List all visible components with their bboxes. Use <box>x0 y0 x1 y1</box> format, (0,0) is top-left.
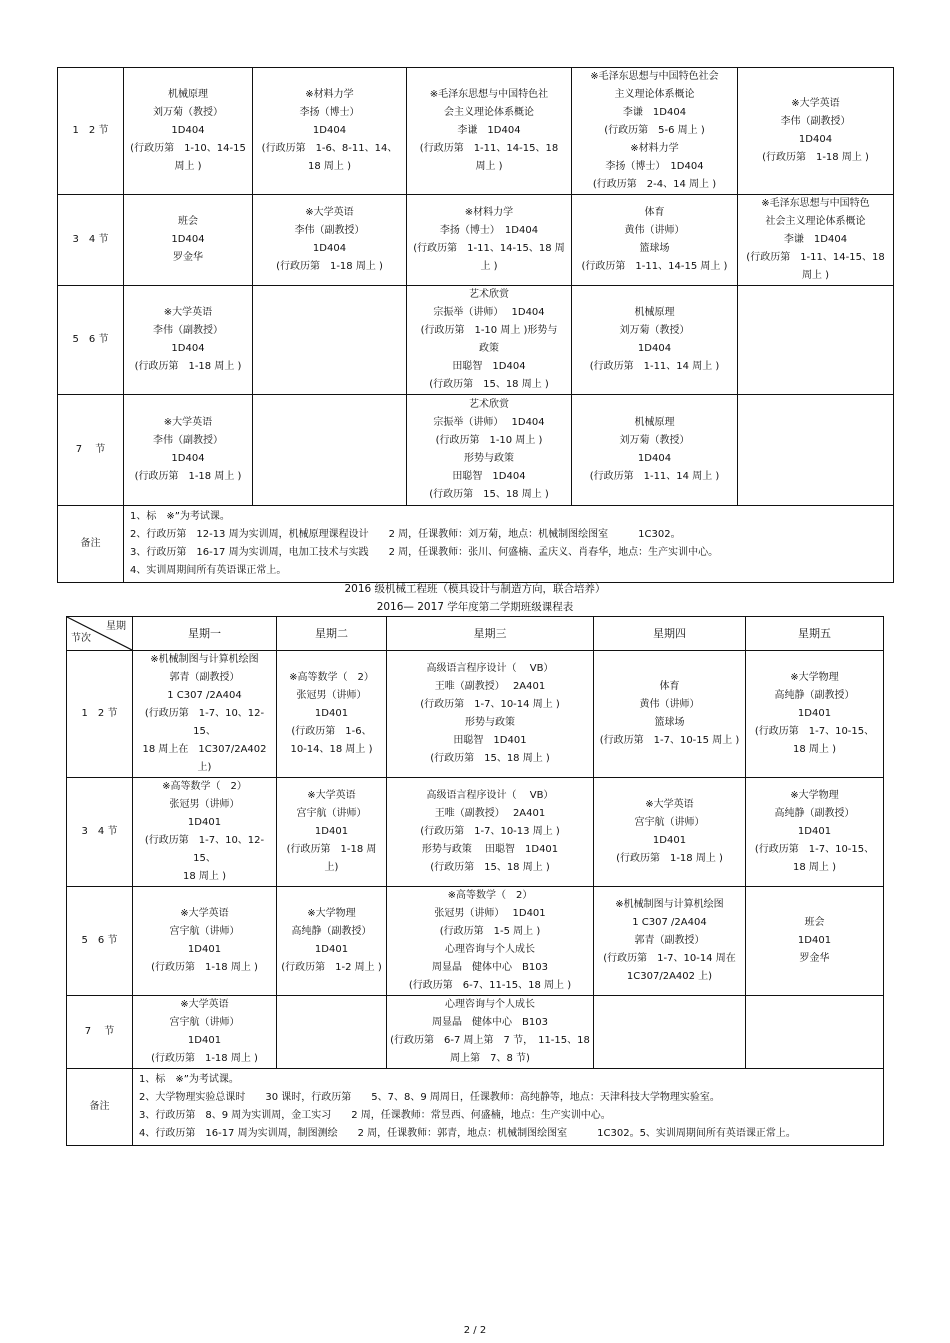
course-line: 1D404 <box>171 125 205 136</box>
course-line: (行政历第 1-18 周上 ) <box>151 962 258 973</box>
course-cell <box>133 778 277 887</box>
course-line: ※大学英语 <box>307 790 356 801</box>
course-line: ※大学英语 <box>645 799 694 810</box>
course-line: 田聪智 1D401 <box>453 735 527 746</box>
notes-row <box>58 506 894 583</box>
empty-cell <box>253 395 407 506</box>
course-line: (行政历第 6-7 周上第 7 节， 11-15、18 <box>390 1035 590 1046</box>
note-line: 1、标 ※”为考试课。 <box>130 511 230 522</box>
course-line: (行政历第 1-10 周上 )形势与 <box>420 325 558 336</box>
course-line: 1D401 <box>797 708 832 719</box>
course-cell <box>738 68 894 195</box>
course-cell <box>407 395 572 506</box>
course-cell <box>407 286 572 395</box>
course-line: (行政历第 1-18 周上 ) <box>762 152 869 163</box>
empty-cell <box>746 996 884 1069</box>
course-line: 刘万菊（教授） <box>619 435 690 446</box>
notes-label: 备注 <box>67 1069 133 1146</box>
day-header-fri: 星期五 <box>746 617 884 651</box>
course-line: 高纯静（副教授） <box>774 690 855 701</box>
course-line: 罗金华 <box>173 252 203 263</box>
notes-content <box>133 1069 884 1146</box>
course-cell <box>277 651 387 778</box>
course-cell <box>738 195 894 286</box>
course-line: 1C307/2A402 上) <box>626 971 713 982</box>
course-line: 1D404 <box>171 234 205 245</box>
course-cell <box>124 286 253 395</box>
course-line: 1D401 <box>314 708 349 719</box>
course-cell <box>387 996 594 1069</box>
course-cell <box>407 68 572 195</box>
period-label: 1 2 节 <box>67 651 133 778</box>
course-cell <box>387 887 594 996</box>
course-line: 形势与政策 <box>464 453 514 464</box>
course-line: ※大学英语 <box>180 999 229 1010</box>
course-line: 李伟（副教授） <box>294 225 365 236</box>
course-line: (行政历第 1-7、10-15、 <box>754 726 875 737</box>
period-label: 7 节 <box>58 395 124 506</box>
course-line: 心理咨询与个人成长 <box>445 999 535 1010</box>
course-line: 周上第 7、8 节) <box>450 1053 530 1064</box>
note-line: 3、行政历第 8、9 周为实训周，金工实习 2 周，任课教师：常昱西、何盛楠，地点：生产实训中心。 <box>139 1110 611 1121</box>
course-line: 黄伟（讲师） <box>624 225 685 236</box>
course-line: 高级语言程序设计（ VB） <box>426 663 554 674</box>
course-line: 1D401 <box>797 826 832 837</box>
course-line: (行政历第 1-11、14-15 周上 ) <box>581 261 728 272</box>
course-line: 罗金华 <box>799 953 830 964</box>
course-line: 社会主义理论体系概论 <box>765 216 866 227</box>
schedule-row <box>67 778 884 887</box>
period-label: 7 节 <box>67 996 133 1069</box>
course-line: ※材料力学 <box>630 143 679 154</box>
course-line: 郭青（副教授） <box>169 672 240 683</box>
course-line: 宗振举（讲师） 1D404 <box>433 417 545 428</box>
course-line: ※大学英语 <box>791 98 840 109</box>
course-line: 形势与政策 田聪智 1D401 <box>421 844 559 855</box>
course-line: 1D404 <box>798 134 833 145</box>
course-line: 高纯静（副教授） <box>774 808 855 819</box>
course-cell <box>746 651 884 778</box>
course-cell <box>387 778 594 887</box>
course-line: 1D401 <box>797 935 832 946</box>
course-line: (行政历第 1-7、10-13 周上 ) <box>420 826 560 837</box>
course-line: 1D401 <box>314 826 349 837</box>
page-number: 2 / 2 <box>463 1325 487 1336</box>
course-line: 李扬（博士） <box>299 107 360 118</box>
course-line: 上) <box>324 862 339 873</box>
course-line: 李扬（博士） 1D404 <box>605 161 704 172</box>
course-line: 1D404 <box>171 343 205 354</box>
course-line: 机械原理 <box>634 307 675 318</box>
course-line: 周上 ) <box>801 270 830 281</box>
course-line: 王唯（副教授） 2A401 <box>434 681 546 692</box>
course-line: 宫宇航（讲师） <box>169 1017 240 1028</box>
course-cell <box>253 195 407 286</box>
course-line: 机械原理 <box>634 417 675 428</box>
header-row <box>67 617 884 651</box>
course-line: 李谦 1D404 <box>622 107 687 118</box>
course-line: (行政历第 1-5 周上 ) <box>439 926 541 937</box>
course-line: 郭青（副教授） <box>634 935 705 946</box>
course-line: 艺术欣赏 <box>469 289 509 300</box>
period-label: 5 6 节 <box>67 887 133 996</box>
course-line: (行政历第 1-7、10、12-15、 <box>144 835 265 864</box>
course-line: 班会 <box>178 216 198 227</box>
empty-cell <box>594 996 746 1069</box>
course-cell <box>572 68 738 195</box>
course-line: 田聪智 1D404 <box>452 471 526 482</box>
course-line: 周上 ) <box>174 161 202 172</box>
course-line: (行政历第 1-18 周上 ) <box>151 1053 258 1064</box>
course-line: 刘万菊（教授） <box>619 325 690 336</box>
note-line: 4、行政历第 16-17 周为实训周，制图测绘 2 周，任课教师：郭青，地点：机械制图绘图室 1C302。5、实训周期间所有英语课正常上。 <box>139 1128 796 1139</box>
course-line: (行政历第 1-18 周上 ) <box>616 853 723 864</box>
course-line: 篮球场 <box>639 243 670 254</box>
course-line: 刘万菊（教授） <box>153 107 223 118</box>
course-line: ※材料力学 <box>305 89 354 100</box>
course-line: (行政历第 1-18 周上 ) <box>276 261 383 272</box>
course-line: 1D404 <box>312 243 347 254</box>
day-header-mon: 星期一 <box>133 617 277 651</box>
course-line: ※毛泽东思想与中国特色社 <box>429 89 549 100</box>
course-cell <box>277 778 387 887</box>
course-line: ※大学物理 <box>307 908 356 919</box>
course-cell <box>133 651 277 778</box>
schedule-table-bottom <box>66 616 884 1146</box>
course-cell <box>594 887 746 996</box>
corner-period-label: 节次 <box>71 633 91 644</box>
course-cell <box>133 996 277 1069</box>
course-line: (行政历第 1-11、14 周上 ) <box>589 471 720 482</box>
course-line: 1D404 <box>171 453 205 464</box>
course-line: (行政历第 1-11、14-15、18 <box>419 143 559 154</box>
course-line: ※机械制图与计算机绘图 <box>615 899 724 910</box>
course-line: (行政历第 1-18 周 <box>286 844 377 855</box>
course-line: (行政历第 1-2 周上 ) <box>281 962 382 973</box>
course-line: 体育 <box>644 207 665 218</box>
course-line: 李谦 1D404 <box>783 234 848 245</box>
schedule-row <box>67 651 884 778</box>
course-line: 宫宇航（讲师） <box>169 926 240 937</box>
course-line: (行政历第 5-6 周上 ) <box>604 125 705 136</box>
course-line: (行政历第 1-10 周上 ) <box>435 435 543 446</box>
course-line: 会主义理论体系概论 <box>444 107 534 118</box>
day-header-tue: 星期二 <box>277 617 387 651</box>
course-line: (行政历第 15、18 周上 ) <box>430 862 550 873</box>
course-line: 18 周上 ) <box>308 161 351 172</box>
course-line: 形势与政策 <box>465 717 515 728</box>
course-cell <box>594 778 746 887</box>
empty-cell <box>253 286 407 395</box>
course-line: 宫宇航（讲师） <box>634 817 705 828</box>
course-line: 班会 <box>804 917 825 928</box>
note-line: 3、行政历第 16-17 周为实训周，电加工技术与实践 2 周，任课教师：张川、何盛楠、孟庆义、肖春华，地点：生产实训中心。 <box>130 547 719 558</box>
course-line: (行政历第 1-7、10-14 周在 <box>603 953 736 964</box>
course-line: 1D404 <box>312 125 347 136</box>
course-line: 篮球场 <box>654 717 685 728</box>
note-line: 1、标 ※”为考试课。 <box>139 1074 239 1085</box>
course-line: 1D404 <box>637 343 672 354</box>
course-line: ※毛泽东思想与中国特色社会 <box>590 71 719 82</box>
course-line: ※高等数学（ 2） <box>447 890 533 901</box>
course-line: 张冠男（讲师） <box>169 799 240 810</box>
period-label: 3 4 节 <box>58 195 124 286</box>
course-line: ※大学英语 <box>163 417 213 428</box>
schedule-table-top <box>57 67 894 583</box>
course-line: (行政历第 15、18 周上 ) <box>429 379 549 390</box>
course-line: 上 ) <box>480 261 498 272</box>
course-cell <box>572 395 738 506</box>
corner-header-cell <box>67 617 133 651</box>
term-title: 2016— 2017 学年度第二学期班级课程表 <box>376 601 574 613</box>
course-cell <box>572 195 738 286</box>
course-line: 1D401 <box>187 944 222 955</box>
course-line: 周显晶 健体中心 B103 <box>432 962 548 973</box>
course-cell <box>133 887 277 996</box>
course-line: ※高等数学（ 2） <box>289 672 374 683</box>
course-line: 王唯（副教授） 2A401 <box>434 808 546 819</box>
schedule-row <box>58 286 894 395</box>
course-line: 18 周上 ) <box>793 744 836 755</box>
course-line: 上) <box>197 762 212 773</box>
course-line: 张冠男（讲师） <box>296 690 367 701</box>
schedule-row <box>58 68 894 195</box>
course-line: (行政历第 2-4、14 周上 ) <box>592 179 717 190</box>
course-line: (行政历第 1-6、 <box>291 726 372 737</box>
schedule-row <box>67 996 884 1069</box>
course-line: 1D401 <box>187 1035 222 1046</box>
course-line: 主义理论体系概论 <box>614 89 695 100</box>
empty-cell <box>277 996 387 1069</box>
schedule-row <box>67 887 884 996</box>
course-line: ※材料力学 <box>464 207 514 218</box>
course-line: 宗振举（讲师） 1D404 <box>433 307 545 318</box>
course-line: 18 周上 ) <box>793 862 836 873</box>
course-line: 黄伟（讲师） <box>639 699 700 710</box>
course-line: 宫宇航（讲师） <box>296 808 367 819</box>
empty-cell <box>738 395 894 506</box>
course-cell <box>277 887 387 996</box>
course-line: 李伟（副教授） <box>153 325 223 336</box>
course-line: 李扬（博士） 1D404 <box>439 225 539 236</box>
course-line: 周上 ) <box>475 161 503 172</box>
course-cell <box>124 395 253 506</box>
course-line: 田聪智 1D404 <box>452 361 526 372</box>
course-cell <box>572 286 738 395</box>
course-line: 艺术欣赏 <box>469 399 509 410</box>
notes-row <box>67 1069 884 1146</box>
course-line: (行政历第 15、18 周上 ) <box>430 753 550 764</box>
day-header-wed: 星期三 <box>387 617 594 651</box>
course-cell <box>594 651 746 778</box>
course-line: (行政历第 1-7、10、12-15、 <box>144 708 265 737</box>
course-line: (行政历第 15、18 周上 ) <box>429 489 549 500</box>
course-cell <box>124 195 253 286</box>
course-cell <box>746 778 884 887</box>
course-line: 心理咨询与个人成长 <box>445 944 535 955</box>
course-line: (行政历第 1-18 周上 ) <box>134 361 242 372</box>
schedule-row <box>58 395 894 506</box>
notes-content <box>124 506 894 583</box>
empty-cell <box>738 286 894 395</box>
course-line: (行政历第 1-11、14-15、18 周 <box>413 243 565 254</box>
course-line: ※大学物理 <box>790 672 839 683</box>
period-label: 1 2 节 <box>58 68 124 195</box>
note-line: 4、实训周期间所有英语课正常上。 <box>130 565 287 576</box>
course-line: 1D404 <box>637 453 672 464</box>
course-line: ※高等数学（ 2） <box>162 781 247 792</box>
note-line: 2、大学物理实验总课时 30 课时，行政历第 5、7、8、9 周周日，任课教师：高纯静等，地点：天津科技大学物理实验室。 <box>139 1092 720 1103</box>
course-line: 18 周上在 1C307/2A402 <box>142 744 267 755</box>
schedule-row <box>58 195 894 286</box>
course-line: 政策 <box>479 343 499 354</box>
course-line: (行政历第 1-11、14 周上 ) <box>589 361 720 372</box>
course-line: ※机械制图与计算机绘图 <box>150 654 259 665</box>
course-line: ※大学英语 <box>305 207 354 218</box>
course-cell <box>124 68 253 195</box>
course-cell <box>746 887 884 996</box>
course-line: 李伟（副教授） <box>153 435 223 446</box>
course-line: (行政历第 1-10、14-15 <box>130 143 246 154</box>
course-line: ※大学物理 <box>790 790 839 801</box>
course-line: ※毛泽东思想与中国特色 <box>761 198 870 209</box>
course-line: 1D401 <box>314 944 349 955</box>
course-line: 1D401 <box>187 817 222 828</box>
course-line: (行政历第 6-7、11-15、18 周上 ) <box>408 980 572 991</box>
note-line: 2、行政历第 12-13 周为实训周，机械原理课程设计 2 周，任课教师：刘万菊，地点：机械制图绘图室 1C302。 <box>130 529 681 540</box>
course-line: 1D401 <box>652 835 687 846</box>
period-label: 3 4 节 <box>67 778 133 887</box>
course-line: (行政历第 1-11、14-15、18 <box>746 252 885 263</box>
course-line: 张冠男（讲师） 1D401 <box>434 908 546 919</box>
class-title: 2016 级机械工程班（模具设计与制造方向，联合培养） <box>344 583 606 595</box>
course-line: 10-14、18 周上 ) <box>290 744 373 755</box>
course-line: ※大学英语 <box>163 307 213 318</box>
course-line: 1 C307 /2A404 <box>632 917 707 928</box>
notes-label: 备注 <box>58 506 124 583</box>
course-line: 高级语言程序设计（ VB） <box>426 790 554 801</box>
course-line: 李谦 1D404 <box>457 125 521 136</box>
course-line: (行政历第 1-6、8-11、14、 <box>261 143 398 154</box>
course-cell <box>407 195 572 286</box>
course-line: (行政历第 1-7、10-15、 <box>754 844 875 855</box>
course-line: 1 C307 /2A404 <box>167 690 242 701</box>
course-line: 高纯静（副教授） <box>291 926 372 937</box>
course-line: ※大学英语 <box>180 908 229 919</box>
course-line: 李伟（副教授） <box>780 116 851 127</box>
course-cell <box>253 68 407 195</box>
period-label: 5 6 节 <box>58 286 124 395</box>
course-line: (行政历第 1-18 周上 ) <box>134 471 242 482</box>
day-header-thu: 星期四 <box>594 617 746 651</box>
corner-weekday-label: 星期 <box>106 621 126 632</box>
course-line: (行政历第 1-7、10-14 周上 ) <box>420 699 560 710</box>
course-line: 体育 <box>659 681 680 692</box>
course-cell <box>387 651 594 778</box>
course-line: 周显晶 健体中心 B103 <box>432 1017 548 1028</box>
course-line: 机械原理 <box>168 89 208 100</box>
course-line: (行政历第 1-7、10-15 周上 ) <box>599 735 740 746</box>
course-line: 18 周上 ) <box>183 871 226 882</box>
